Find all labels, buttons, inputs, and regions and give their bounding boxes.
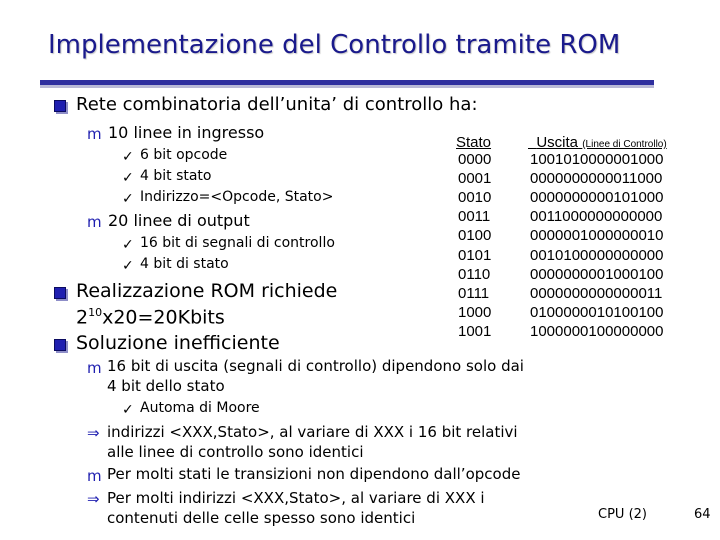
rom-uscita-cell: 0000000000011000 (530, 170, 663, 188)
rom-stato-cell: 1001 (458, 322, 492, 340)
header-uscita-note: (Linee di Controllo) (582, 139, 667, 150)
header-uscita (528, 134, 667, 151)
rom-stato-cell: 0100 (458, 227, 492, 245)
implies-arrow-icon: ⇒ (87, 490, 100, 508)
bullet-outputs-depend-state-cont: 4 bit dello stato (107, 377, 225, 395)
rom-stato-cell: 0011 (458, 208, 491, 226)
rom-stato-cell: 0111 (458, 284, 490, 302)
rom-stato-cell: 0101 (458, 246, 492, 264)
bullet-state-bits: 4 bit stato (140, 168, 212, 184)
bullet-control-unit: Rete combinatoria dell’unita’ di controllo ha: (76, 94, 478, 115)
header-uscita-text: Uscita (536, 134, 579, 151)
formula-base: 2 (76, 306, 89, 329)
formula-rest: x20=20Kbits (102, 306, 225, 329)
formula-exponent: 10 (88, 306, 103, 319)
bullet-state-output-bits: 4 bit di stato (140, 256, 229, 272)
circle-bullet-icon: m (87, 213, 102, 231)
checkmark-icon: ✓ (122, 402, 134, 418)
checkmark-icon: ✓ (122, 149, 134, 165)
square-bullet-icon (54, 339, 66, 351)
bullet-address: Indirizzo=<Opcode, Stato> (140, 189, 334, 205)
circle-bullet-icon: m (87, 125, 102, 143)
circle-bullet-icon: m (87, 359, 102, 377)
rom-uscita-cell: 1000000100000000 (530, 322, 664, 340)
square-bullet-icon (54, 287, 66, 299)
bullet-addresses-identical: indirizzi <XXX,Stato>, al variare di XXX i 16 bit relativi (107, 423, 518, 441)
bullet-cell-contents: Per molti indirizzi <XXX,Stato>, al variare di XXX i (107, 489, 485, 507)
checkmark-icon: ✓ (122, 191, 134, 207)
page-number: 64 (694, 507, 711, 522)
bullet-transitions-opcode: Per molti stati le transizioni non dipendono dall’opcode (107, 465, 521, 483)
bullet-opcode-bits: 6 bit opcode (140, 147, 228, 163)
rom-stato-cell: 1000 (458, 303, 492, 321)
bullet-output-lines: 20 linee di output (108, 211, 250, 230)
checkmark-icon: ✓ (122, 170, 134, 186)
rom-uscita-cell: 0010100000000000 (530, 246, 664, 264)
rom-stato-cell: 0110 (458, 265, 491, 283)
title-underline (40, 80, 654, 92)
square-bullet-icon (54, 100, 66, 112)
rom-uscita-cell: 0000001000000010 (530, 227, 664, 245)
rom-uscita-cell: 0000000000101000 (530, 189, 664, 207)
bullet-rom-requirement: Realizzazione ROM richiede (76, 280, 338, 302)
bullet-moore-automaton: Automa di Moore (140, 400, 260, 416)
rom-stato-cell: 0010 (458, 189, 492, 207)
bullet-input-lines: 10 linee in ingresso (108, 123, 265, 142)
implies-arrow-icon: ⇒ (87, 424, 100, 442)
bullet-outputs-depend-state: 16 bit di uscita (segnali di controllo) dipendono solo dai (107, 357, 524, 375)
checkmark-icon: ✓ (122, 237, 134, 253)
rom-size-formula (76, 306, 225, 328)
checkmark-icon: ✓ (122, 258, 134, 274)
rom-uscita-cell: 1001010000001000 (530, 151, 664, 168)
rom-uscita-cell: 0000000001000100 (530, 265, 664, 283)
header-stato: Stato (456, 134, 492, 151)
rom-stato-cell: 0000 (458, 151, 492, 168)
rom-uscita-cell: 0011000000000000 (530, 208, 663, 226)
rom-uscita-cell: 0000000000000011 (530, 284, 663, 302)
circle-bullet-icon: m (87, 467, 102, 485)
rom-stato-cell: 0001 (458, 170, 492, 188)
footer-label: CPU (2) (598, 507, 647, 522)
bullet-control-signal-bits: 16 bit di segnali di controllo (140, 235, 335, 251)
bullet-addresses-identical-cont: alle linee di controllo sono identici (107, 443, 364, 461)
rom-uscita-cell: 0100000010100100 (530, 303, 664, 321)
bullet-inefficient: Soluzione inefficiente (76, 332, 280, 354)
bullet-cell-contents-cont: contenuti delle celle spesso sono identici (107, 509, 416, 527)
slide-title: Implementazione del Controllo tramite ROM (48, 30, 621, 60)
